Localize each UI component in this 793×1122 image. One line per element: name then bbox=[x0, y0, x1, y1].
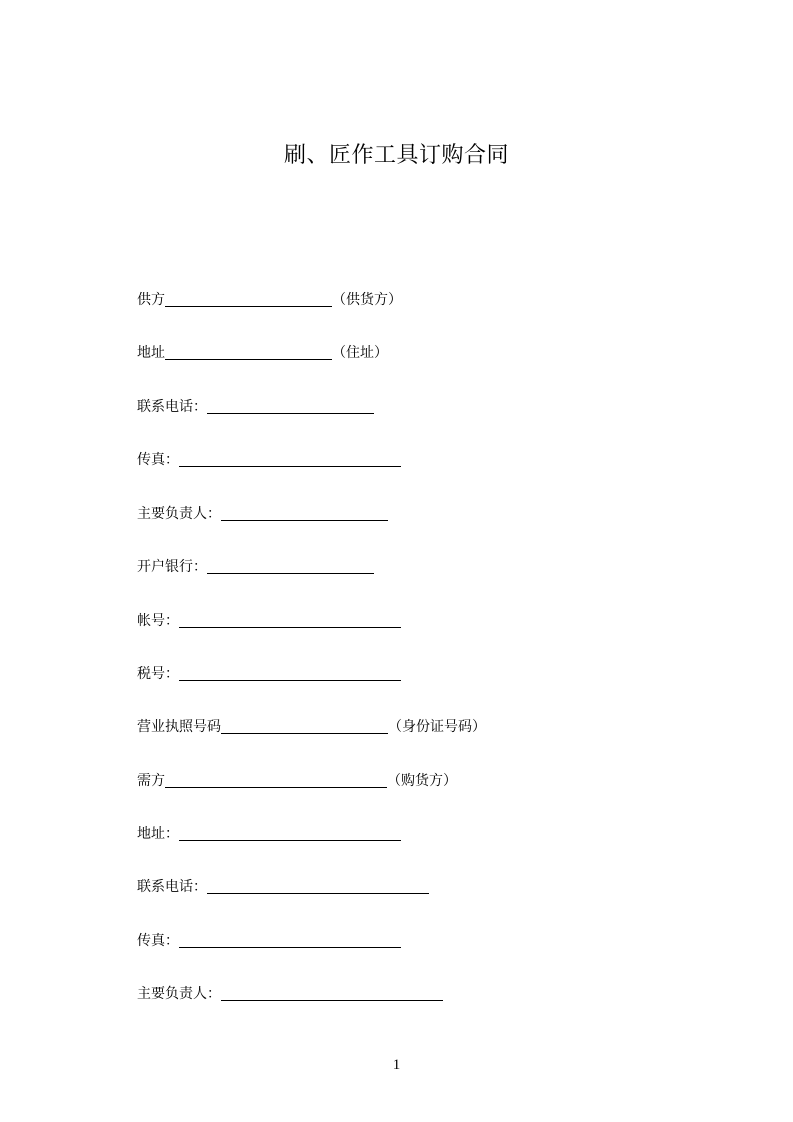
field-label: 需方 bbox=[137, 773, 165, 789]
blank-line[interactable] bbox=[207, 893, 429, 894]
blank-line[interactable] bbox=[179, 947, 401, 948]
field-label: 税号： bbox=[137, 666, 179, 682]
field-label: 供方 bbox=[137, 292, 165, 308]
blank-line[interactable] bbox=[221, 520, 388, 521]
buyer-manager-field bbox=[137, 983, 443, 1005]
field-label: 开户银行： bbox=[137, 559, 207, 575]
blank-line[interactable] bbox=[221, 733, 388, 734]
field-label: 营业执照号码 bbox=[137, 719, 221, 735]
blank-line[interactable] bbox=[165, 787, 387, 788]
supplier-license-field bbox=[137, 716, 486, 738]
buyer-phone-field bbox=[137, 876, 429, 898]
field-label: 传真： bbox=[137, 933, 179, 949]
supplier-address-field bbox=[137, 342, 388, 364]
blank-line[interactable] bbox=[207, 573, 374, 574]
page-number: 1 bbox=[392, 1057, 401, 1073]
buyer-fax-field bbox=[137, 930, 401, 952]
field-label: 地址 bbox=[137, 345, 165, 361]
field-label: 主要负责人： bbox=[137, 506, 221, 522]
field-label: 地址： bbox=[137, 826, 179, 842]
supplier-field bbox=[137, 289, 402, 311]
field-suffix: （身份证号码） bbox=[388, 719, 486, 735]
field-label: 传真： bbox=[137, 452, 179, 468]
field-label: 主要负责人： bbox=[137, 986, 221, 1002]
blank-line[interactable] bbox=[179, 466, 401, 467]
field-suffix: （住址） bbox=[332, 345, 388, 361]
supplier-phone-field bbox=[137, 396, 374, 418]
blank-line[interactable] bbox=[207, 413, 374, 414]
buyer-field bbox=[137, 770, 457, 792]
supplier-account-field bbox=[137, 610, 401, 632]
field-label: 帐号： bbox=[137, 613, 179, 629]
buyer-address-field bbox=[137, 823, 401, 845]
supplier-manager-field bbox=[137, 503, 388, 525]
blank-line[interactable] bbox=[165, 306, 332, 307]
field-label: 联系电话： bbox=[137, 399, 207, 415]
blank-line[interactable] bbox=[179, 680, 401, 681]
field-label: 联系电话： bbox=[137, 879, 207, 895]
field-suffix: （购货方） bbox=[387, 773, 457, 789]
field-suffix: （供货方） bbox=[332, 292, 402, 308]
blank-line[interactable] bbox=[165, 359, 332, 360]
blank-line[interactable] bbox=[179, 627, 401, 628]
blank-line[interactable] bbox=[221, 1000, 443, 1001]
supplier-fax-field bbox=[137, 449, 401, 471]
supplier-bank-field bbox=[137, 556, 374, 578]
document-title: 刷、匠作工具订购合同 bbox=[283, 143, 509, 168]
supplier-tax-id-field bbox=[137, 663, 401, 685]
blank-line[interactable] bbox=[179, 840, 401, 841]
